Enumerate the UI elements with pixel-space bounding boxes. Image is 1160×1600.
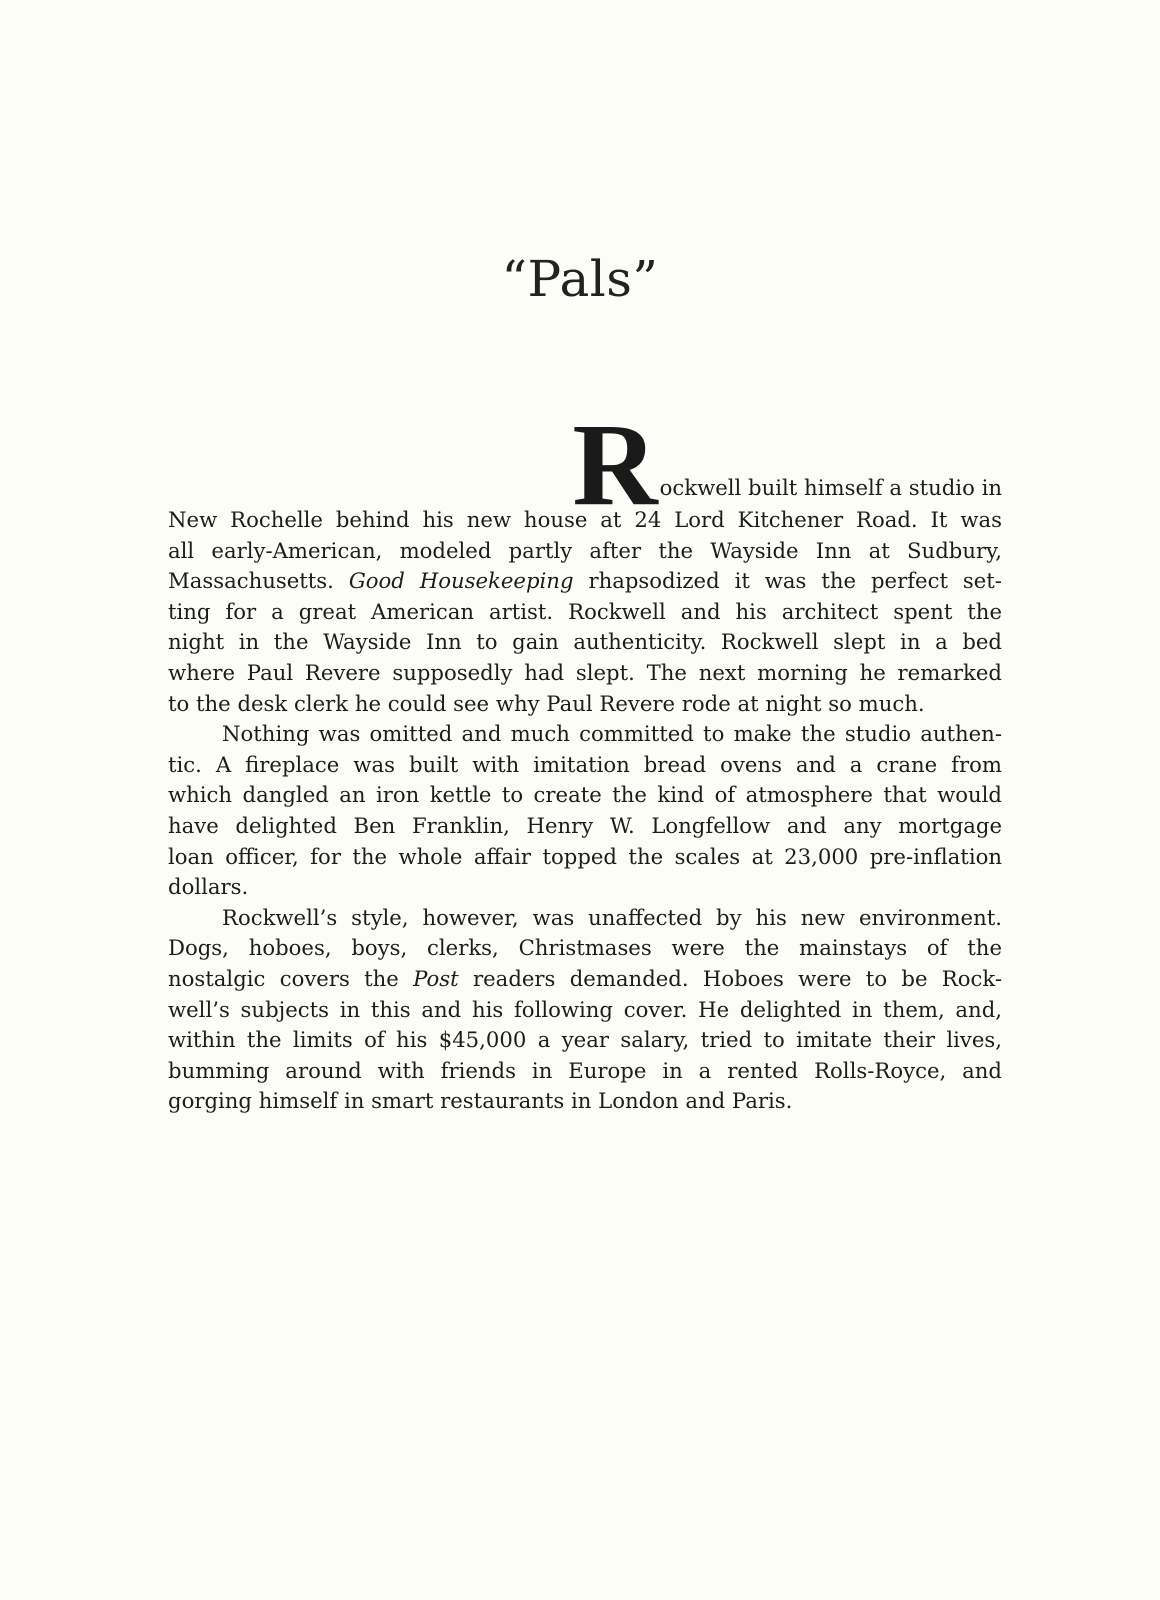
text-line: have delighted Ben Franklin, Henry W. Longfellow and any mortgage — [168, 812, 1002, 838]
text-line: loan officer, for the whole affair topped the scales at 23,000 pre-inflation — [168, 843, 1002, 869]
text-line: all early-American, modeled partly after the Wayside Inn at Sudbury, — [168, 537, 1002, 563]
paragraph-3 — [168, 903, 1002, 1117]
text-line: where Paul Revere supposedly had slept. The next morning he remarked — [168, 659, 1002, 685]
text-line: within the limits of his $45,000 a year salary, tried to imitate their lives, — [168, 1027, 1002, 1053]
text-line: dollars. — [168, 874, 249, 900]
text-line: bumming around with friends in Europe in a rented Rolls-Royce, and — [168, 1057, 1002, 1083]
text-line: to the desk clerk he could see why Paul Revere rode at night so much. — [168, 690, 925, 716]
text-line: which dangled an iron kettle to create the kind of atmosphere that would — [168, 782, 1002, 808]
opening-line-text: ockwell built himself a studio in — [659, 475, 1002, 501]
text-fragment: nostalgic covers the — [168, 965, 399, 991]
text-fragment: readers demanded. Hoboes were to be Rock- — [473, 965, 1002, 991]
drop-cap: R — [572, 399, 658, 530]
text-line: tic. A fireplace was built with imitation bread ovens and a crane from — [168, 751, 1002, 777]
paragraph-1 — [168, 505, 1002, 719]
magazine-title: Good Housekeeping — [348, 568, 574, 594]
text-line: gorging himself in smart restaurants in London and Paris. — [168, 1088, 793, 1114]
text-line: Rockwell’s style, however, was unaffected by his new environment. — [222, 904, 1002, 930]
text-line: well’s subjects in this and his following cover. He delighted in them, and, — [168, 996, 1002, 1022]
text-line: ting for a great American artist. Rockwell and his architect spent the — [168, 598, 1002, 624]
text-line: Nothing was omitted and much committed to make the studio authen- — [222, 721, 1002, 747]
text-line — [168, 964, 1002, 995]
page-title: “Pals” — [501, 250, 659, 308]
text-line: New Rochelle behind his new house at 24 Lord Kitchener Road. It was — [168, 507, 1002, 532]
text-line: night in the Wayside Inn to gain authenticity. Rockwell slept in a bed — [168, 629, 1002, 655]
magazine-title: Post — [413, 965, 459, 991]
text-fragment: Massachusetts. — [168, 568, 334, 594]
body-text — [168, 395, 1002, 1117]
text-line: Dogs, hoboes, boys, clerks, Christmases were the mainstays of the — [168, 935, 1002, 961]
text-line — [168, 566, 1002, 597]
text-fragment: rhapsodized it was the perfect set- — [588, 568, 1002, 594]
paragraph-2 — [168, 719, 1002, 903]
